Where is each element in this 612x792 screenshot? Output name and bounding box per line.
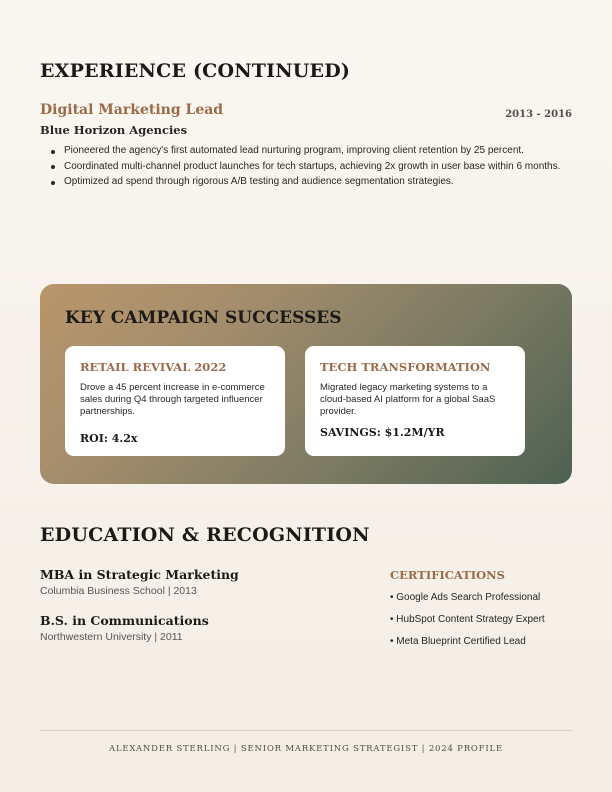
- campaign-card-heading: RETAIL REVIVAL 2022: [80, 360, 227, 374]
- campaign-card: [305, 346, 525, 456]
- certification-item: • HubSpot Content Strategy Expert: [390, 614, 545, 625]
- certification-list: [390, 592, 545, 658]
- degree-school: Northwestern University | 2011: [40, 631, 183, 643]
- degree-school: Columbia Business School | 2013: [40, 585, 197, 597]
- certification-label: Google Ads Search Professional: [396, 592, 541, 603]
- education-section-title: EDUCATION & RECOGNITION: [40, 524, 370, 546]
- certification-item: • Meta Blueprint Certified Lead: [390, 636, 526, 647]
- campaign-section-title: KEY CAMPAIGN SUCCESSES: [65, 308, 342, 328]
- job-bullet-list: [50, 144, 566, 191]
- job-bullet: Optimized ad spend through rigorous A/B testing and audience segmentation strategies.: [50, 175, 566, 190]
- degree-entry: [40, 567, 239, 597]
- experience-section-title: EXPERIENCE (CONTINUED): [40, 60, 351, 82]
- campaign-card-metric: SAVINGS: $1.2M/YR: [320, 426, 445, 439]
- campaign-card: [65, 346, 285, 456]
- campaign-card-heading: TECH TRANSFORMATION: [320, 360, 491, 374]
- job-company: Blue Horizon Agencies: [40, 123, 188, 137]
- job-bullet: Coordinated multi-channel product launches for tech startups, achieving 2x growth in user base within 6 months.: [50, 160, 566, 175]
- degree-entry: [40, 613, 209, 643]
- certification-item: • Google Ads Search Professional: [390, 592, 541, 603]
- campaign-successes-panel: [40, 284, 572, 484]
- certification-label: Meta Blueprint Certified Lead: [396, 636, 526, 647]
- footer-divider: [40, 730, 572, 731]
- certifications-heading: CERTIFICATIONS: [390, 568, 505, 582]
- job-dates: 2013 - 2016: [505, 109, 572, 120]
- footer-text: ALEXANDER STERLING | SENIOR MARKETING STRATEGIST | 2024 PROFILE: [109, 744, 503, 754]
- job-bullet: Pioneered the agency's first automated lead nurturing program, improving client retention by 25 percent.: [50, 144, 566, 159]
- certification-label: HubSpot Content Strategy Expert: [396, 614, 545, 625]
- degree-name: MBA in Strategic Marketing: [40, 567, 239, 582]
- campaign-card-text: Migrated legacy marketing systems to a cloud-based AI platform for a global SaaS provider.: [320, 382, 496, 417]
- degree-name: B.S. in Communications: [40, 613, 209, 628]
- campaign-card-metric: ROI: 4.2x: [80, 432, 138, 445]
- job-title: Digital Marketing Lead: [40, 102, 224, 118]
- campaign-card-text: Drove a 45 percent increase in e-commerce sales during Q4 through targeted influencer partnerships.: [80, 382, 265, 417]
